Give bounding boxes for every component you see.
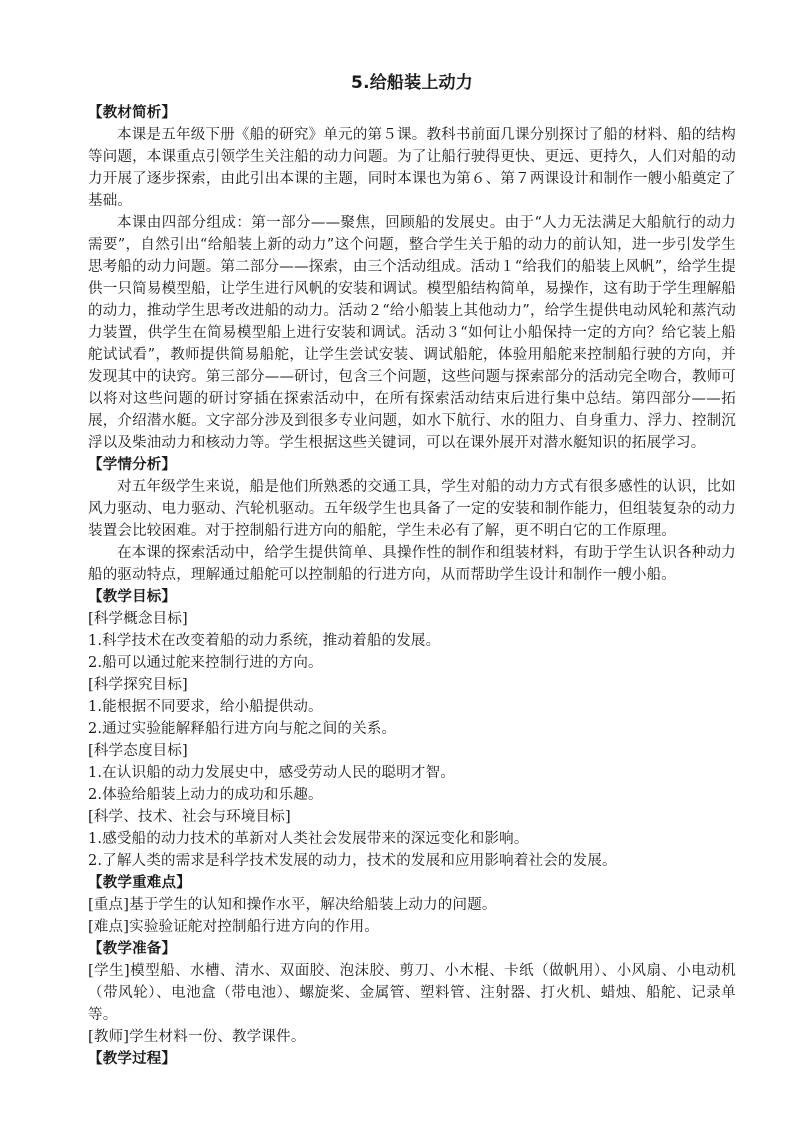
- goal-item: 1.在认识船的动力发展史中，感受劳动人民的聪明才智。: [88, 765, 456, 781]
- key-point-item: [重点]基于学生的认知和操作水平，解决给船装上动力的问题。: [88, 897, 497, 913]
- goal-group-label: [科学态度目标]: [88, 743, 188, 759]
- goal-item: 2.通过实验能解释船行进方向与舵之间的关系。: [88, 721, 397, 737]
- section-heading-key-points: 【教学重难点】: [88, 875, 191, 891]
- paragraph: 在本课的探索活动中，给学生提供简单、具操作性的制作和组装材料，有助于学生认识各种动力船的驱动特点，理解通过船舵可以控制船的行进方向，从而帮助学生设计和制作一艘小船。: [88, 545, 736, 583]
- document-page: [88, 70, 736, 1070]
- section-heading-teaching-goals: 【教学目标】: [88, 589, 177, 605]
- paragraph: 本课是五年级下册《船的研究》单元的第５课。教科书前面几课分别探讨了船的材料、船的结构等问题，本课重点引领学生关注船的动力问题。为了让船行驶得更快、更远、更持久，人们对船的动力开展了逐步探索，由此引出本课的主题，同时本课也为第６、第７两课设计和制作一艘小船奠定了基础。: [88, 127, 736, 209]
- goal-item: 1.感受船的动力技术的革新对人类社会发展带来的深远变化和影响。: [88, 831, 529, 847]
- student-materials: [学生]模型船、水槽、清水、双面胶、泡沫胶、剪刀、小木棍、卡纸（做帆用）、小风扇、小电动机（带风轮）、电池盒（带电池）、螺旋桨、金属管、塑料管、注射器、打火机、蜡烛、船舵、记录单等。: [88, 963, 736, 1023]
- section-heading-learner-analysis: 【学情分析】: [88, 457, 177, 473]
- paragraph: 本课由四部分组成：第一部分——聚焦，回顾船的发展史。由于“人力无法满足大船航行的动力需要”，自然引出“给船装上新的动力”这个问题，整合学生关于船的动力的前认知，进一步引发学生思考船的动力问题。第二部分——探索，由三个活动组成。活动１“给我们的船装上风帆”，给学生提供一只简易模型船，让学生进行风帆的安装和调试。模型船结构简单，易操作，这有助于学生理解船的动力，推动学生思考改进船的动力。活动２“给小船装上其他动力”，给学生提供电动风轮和蒸汽动力装置，供学生在简易模型船上进行安装和调试。活动３“如何让小船保持一定的方向？给它装上船舵试试看”，教师提供简易船舵，让学生尝试安装、调试船舵，体验用船舵来控制船行驶的方向，并发现其中的诀窍。第三部分——研讨，包含三个问题，这些问题与探索部分的活动完全吻合，教师可以将对这些问题的研讨穿插在探索活动中，在所有探索活动结束后进行集中总结。第四部分——拓展，介绍潜水艇。文字部分涉及到很多专业问题，如水下航行、水的阻力、自身重力、浮力、控制沉浮以及柴油动力和核动力等。学生根据这些关键词，可以在课外展开对潜水艇知识的拓展学习。: [88, 215, 736, 451]
- goal-item: 2.了解人类的需求是科学技术发展的动力，技术的发展和应用影响着社会的发展。: [88, 853, 617, 869]
- goal-item: 2.体验给船装上动力的成功和乐趣。: [88, 787, 323, 803]
- section-heading-textbook-analysis: 【教材简析】: [88, 105, 177, 121]
- teacher-materials: [教师]学生材料一份、教学课件。: [88, 1029, 306, 1045]
- paragraph: 对五年级学生来说，船是他们所熟悉的交通工具，学生对船的动力方式有很多感性的认识，比如风力驱动、电力驱动、汽轮机驱动。五年级学生也具备了一定的安装和制作能力，但组装复杂的动力装置会比较困难。对于控制船行进方向的船舵，学生未必有了解，更不明白它的工作原理。: [88, 479, 736, 539]
- goal-group-label: [科学探究目标]: [88, 677, 188, 693]
- key-point-item: [难点]实验验证舵对控制船行进方向的作用。: [88, 919, 380, 935]
- goal-group-label: [科学概念目标]: [88, 611, 188, 627]
- section-heading-teaching-process: 【教学过程】: [88, 1051, 177, 1067]
- goal-item: 1.能根据不同要求，给小船提供动。: [88, 699, 323, 715]
- goal-item: 2.船可以通过舵来控制行进的方向。: [88, 655, 323, 671]
- section-heading-preparation: 【教学准备】: [88, 941, 177, 957]
- goal-item: 1.科学技术在改变着船的动力系统，推动着船的发展。: [88, 633, 441, 649]
- page-title: 5.给船装上动力: [351, 73, 473, 93]
- goal-group-label: [科学、技术、社会与环境目标]: [88, 809, 291, 825]
